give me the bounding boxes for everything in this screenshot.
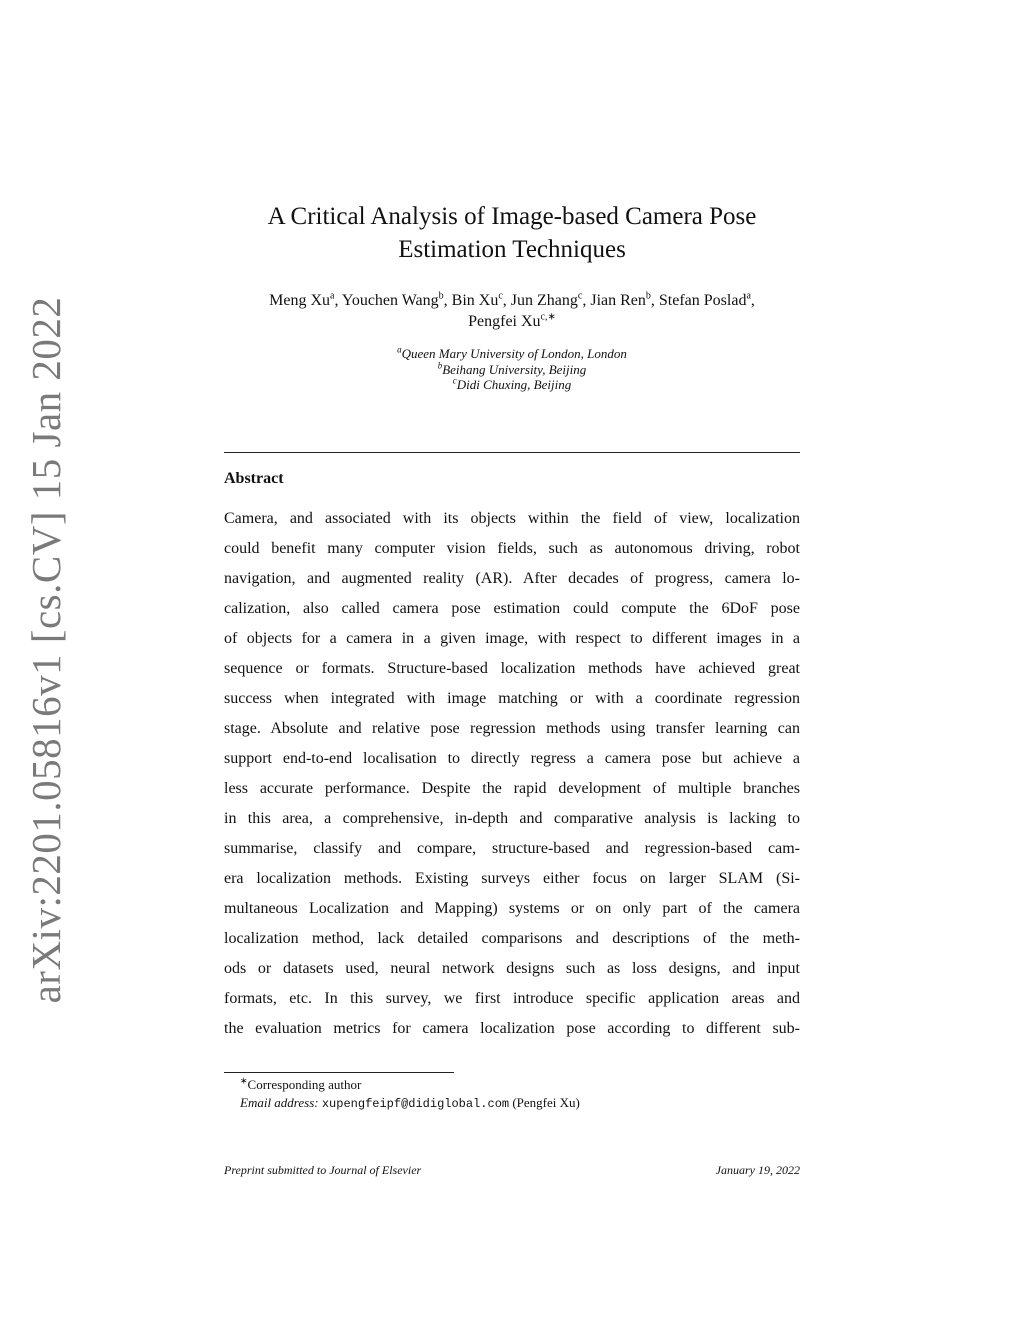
affiliation-b <box>224 362 800 378</box>
abstract-line: formats, etc. In this survey, we first introduce specific application areas and <box>224 990 800 1007</box>
author-name: Youchen Wang <box>341 292 439 309</box>
affiliation-a <box>224 346 800 362</box>
abstract-line: ods or datasets used, neural network designs such as loss designs, and input <box>224 960 800 977</box>
affil-mark: c <box>452 375 457 386</box>
email-label: Email address: <box>240 1095 319 1110</box>
preprint-notice: Preprint submitted to Journal of Elsevier <box>224 1163 422 1177</box>
affiliation-list <box>224 346 800 393</box>
abstract-line: navigation, and augmented reality (AR). After decades of progress, camera lo- <box>224 570 800 587</box>
abstract-line: localization method, lack detailed comparisons and descriptions of the meth- <box>224 930 800 947</box>
abstract-line: less accurate performance. Despite the rapid development of multiple branches <box>224 780 800 797</box>
affil-text: Beihang University, Beijing <box>442 361 587 377</box>
email-address-link[interactable]: xupengfeipf@didiglobal.com <box>321 1097 510 1111</box>
author-affil-mark: c <box>577 290 583 302</box>
abstract-line: Camera, and associated with its objects within the field of view, localization <box>224 510 800 527</box>
abstract-heading: Abstract <box>224 470 284 487</box>
author-name: Jian Ren <box>590 292 646 309</box>
author-affil-mark: b <box>645 290 651 302</box>
abstract-line: calization, also called camera pose estimation could compute the 6DoF pose <box>224 600 800 617</box>
arxiv-identifier: arXiv:2201.05816v1 [cs.CV] 15 Jan 2022 <box>23 296 69 1004</box>
author-name: Meng Xu <box>269 292 330 309</box>
author-affil-mark: a <box>330 290 335 302</box>
author-list <box>214 290 810 332</box>
author-affil-mark: c,∗ <box>540 311 556 323</box>
paper-title <box>224 200 800 266</box>
email-note <box>224 1094 800 1113</box>
author-line-1: Meng Xu$^a$, Youchen Wang$^b$, Bin Xu$^c$, Jun Zhang$^c$, Jian Ren$^b$, Stefan Poslad$^a$, <box>269 290 755 309</box>
abstract-line: could benefit many computer vision fields, such as autonomous driving, robot <box>224 540 800 557</box>
title-line-1: A Critical Analysis of Image-based Camera Pose <box>267 203 757 230</box>
abstract-line: multaneous Localization and Mapping) systems or on only part of the camera <box>224 900 800 917</box>
affil-text: Didi Chuxing, Beijing <box>456 377 572 392</box>
abstract-line: success when integrated with image matching or with a coordinate regression <box>224 690 800 707</box>
abstract-line: stage. Absolute and relative pose regression methods using transfer learning can <box>224 720 800 737</box>
email-owner: (Pengfei Xu) <box>512 1095 580 1110</box>
footnote-marker: ∗ <box>240 1075 248 1086</box>
footnote-rule <box>224 1072 454 1073</box>
affil-text: Queen Mary University of London, London <box>401 346 627 361</box>
abstract-line: era localization methods. Existing surveys either focus on larger SLAM (Si- <box>224 870 800 887</box>
affil-mark: b <box>437 360 443 371</box>
author-name: Stefan Poslad <box>658 292 747 309</box>
abstract-line: summarise, classify and compare, structure-based and regression-based cam- <box>224 840 800 857</box>
affil-mark: a <box>397 344 402 355</box>
abstract-line: support end-to-end localisation to directly regress a camera pose but achieve a <box>224 750 800 767</box>
abstract-line: the evaluation metrics for camera localization pose according to different sub- <box>224 1020 800 1037</box>
affiliation-c <box>224 377 800 393</box>
abstract-line: of objects for a camera in a given image, with respect to different images in a <box>224 630 800 647</box>
title-line-2: Estimation Techniques <box>398 236 626 263</box>
author-affil-mark: b <box>438 290 444 302</box>
abstract-body <box>224 508 800 1048</box>
author-name: Jun Zhang <box>510 292 578 309</box>
footnote <box>224 1076 800 1113</box>
preprint-date: January 19, 2022 <box>715 1163 800 1177</box>
corresponding-author-note: ∗Corresponding author <box>240 1075 362 1092</box>
abstract-line: in this area, a comprehensive, in-depth and comparative analysis is lacking to <box>224 810 800 827</box>
abstract-line: sequence or formats. Structure-based localization methods have achieved great <box>224 660 800 677</box>
author-affil-mark: c <box>498 290 503 302</box>
author-name: Bin Xu <box>451 292 499 309</box>
abstract-top-rule <box>224 452 800 453</box>
author-name: Pengfei Xu <box>468 313 541 330</box>
author-affil-mark: a <box>746 290 751 302</box>
author-line-2 <box>214 311 810 332</box>
